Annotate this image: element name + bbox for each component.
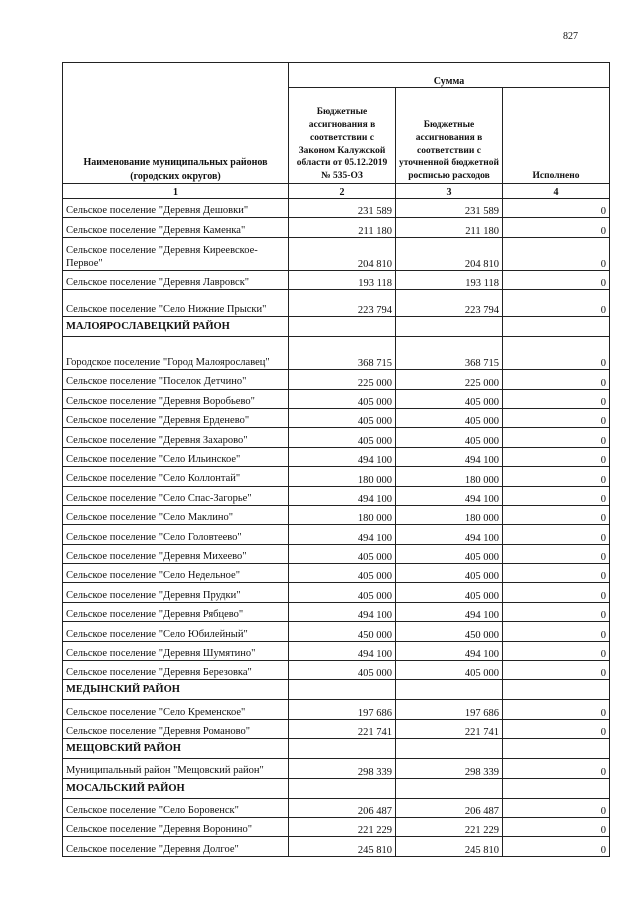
table-row: [63, 564, 610, 583]
executed-amount: 0: [503, 583, 610, 602]
refined-amount: 494 100: [396, 486, 503, 505]
column-index: 3: [396, 184, 503, 199]
budget-amount: 494 100: [289, 447, 396, 466]
table-row: [63, 486, 610, 505]
refined-amount: 223 794: [396, 290, 503, 317]
settlement-name: Сельское поселение "Поселок Детчино": [63, 370, 289, 389]
executed-amount: 0: [503, 218, 610, 237]
settlement-name: Муниципальный район "Мещовский район": [63, 759, 289, 778]
settlement-name: Сельское поселение "Деревня Березовка": [63, 661, 289, 680]
executed-amount: 0: [503, 641, 610, 660]
header-executed-column: Исполнено: [503, 88, 610, 184]
executed-amount: 0: [503, 337, 610, 370]
header-refined-column: Бюджетные ассигнования в соответствии с уточненной бюджетной росписью расходов: [396, 88, 503, 184]
refined-amount: 231 589: [396, 199, 503, 218]
table-row: [63, 505, 610, 524]
settlement-name: Сельское поселение "Село Головтеево": [63, 525, 289, 544]
table-row: [63, 583, 610, 602]
executed-amount: 0: [503, 290, 610, 317]
executed-amount: 0: [503, 700, 610, 719]
refined-amount: 405 000: [396, 564, 503, 583]
district-header-row: [63, 778, 610, 798]
settlement-name: Сельское поселение "Село Кременское": [63, 700, 289, 719]
settlement-name: Сельское поселение "Село Юбилейный": [63, 622, 289, 641]
executed-amount: 0: [503, 370, 610, 389]
budget-amount: 204 810: [289, 237, 396, 270]
empty-cell: [289, 739, 396, 759]
budget-amount: 405 000: [289, 564, 396, 583]
settlement-name: Сельское поселение "Село Спас-Загорье": [63, 486, 289, 505]
district-name: МЕЩОВСКИЙ РАЙОН: [63, 739, 289, 759]
empty-cell: [503, 778, 610, 798]
refined-amount: 221 741: [396, 719, 503, 738]
executed-amount: 0: [503, 505, 610, 524]
refined-amount: 405 000: [396, 408, 503, 427]
refined-amount: 494 100: [396, 641, 503, 660]
settlement-name: Сельское поселение "Деревня Рябцево": [63, 602, 289, 621]
executed-amount: 0: [503, 389, 610, 408]
settlement-name: Сельское поселение "Село Нижние Прыски": [63, 290, 289, 317]
district-header-row: [63, 739, 610, 759]
table-row: [63, 837, 610, 856]
refined-amount: 494 100: [396, 525, 503, 544]
settlement-name: Сельское поселение "Деревня Ерденево": [63, 408, 289, 427]
budget-amount: 225 000: [289, 370, 396, 389]
refined-amount: 197 686: [396, 700, 503, 719]
district-header-row: [63, 680, 610, 700]
district-name: МАЛОЯРОСЛАВЕЦКИЙ РАЙОН: [63, 317, 289, 337]
budget-amount: 494 100: [289, 602, 396, 621]
settlement-name: Городское поселение "Город Малоярославец": [63, 337, 289, 370]
empty-cell: [396, 778, 503, 798]
budget-amount: 221 229: [289, 817, 396, 836]
table-row: [63, 218, 610, 237]
settlement-name: Сельское поселение "Деревня Захарово": [63, 428, 289, 447]
executed-amount: 0: [503, 759, 610, 778]
refined-amount: 298 339: [396, 759, 503, 778]
settlement-name: Сельское поселение "Деревня Лавровск": [63, 270, 289, 289]
settlement-name: Сельское поселение "Село Недельное": [63, 564, 289, 583]
refined-amount: 405 000: [396, 544, 503, 563]
settlement-name: Сельское поселение "Деревня Киреевское-Первое": [63, 237, 289, 270]
budget-amount: 206 487: [289, 798, 396, 817]
table-row: [63, 700, 610, 719]
executed-amount: 0: [503, 486, 610, 505]
header-sum-group: Сумма: [289, 63, 610, 88]
refined-amount: 405 000: [396, 661, 503, 680]
empty-cell: [396, 680, 503, 700]
table-row: [63, 389, 610, 408]
table-row: [63, 759, 610, 778]
budget-amount: 211 180: [289, 218, 396, 237]
budget-amount: 405 000: [289, 389, 396, 408]
empty-cell: [289, 680, 396, 700]
table-row: [63, 817, 610, 836]
budget-table: [62, 62, 610, 857]
executed-amount: 0: [503, 237, 610, 270]
executed-amount: 0: [503, 798, 610, 817]
refined-amount: 204 810: [396, 237, 503, 270]
table-row: [63, 622, 610, 641]
table-row: [63, 544, 610, 563]
settlement-name: Сельское поселение "Деревня Воронино": [63, 817, 289, 836]
table-body: [63, 199, 610, 857]
table-row: [63, 719, 610, 738]
refined-amount: 405 000: [396, 583, 503, 602]
table-row: [63, 428, 610, 447]
table-header: [63, 63, 610, 199]
refined-amount: 211 180: [396, 218, 503, 237]
settlement-name: Сельское поселение "Село Ильинское": [63, 447, 289, 466]
executed-amount: 0: [503, 622, 610, 641]
refined-amount: 245 810: [396, 837, 503, 856]
budget-amount: 197 686: [289, 700, 396, 719]
empty-cell: [396, 739, 503, 759]
refined-amount: 180 000: [396, 505, 503, 524]
header-budget-column: Бюджетные ассигнования в соответствии с Законом Калужской области от 05.12.2019 № 535-ОЗ: [289, 88, 396, 184]
column-index: 4: [503, 184, 610, 199]
budget-amount: 494 100: [289, 641, 396, 660]
budget-amount: 405 000: [289, 428, 396, 447]
executed-amount: 0: [503, 564, 610, 583]
table-row: [63, 525, 610, 544]
executed-amount: 0: [503, 817, 610, 836]
settlement-name: Сельское поселение "Село Маклино": [63, 505, 289, 524]
page-number: 827: [563, 31, 578, 42]
executed-amount: 0: [503, 719, 610, 738]
budget-amount: 405 000: [289, 661, 396, 680]
table-row: [63, 467, 610, 486]
settlement-name: Сельское поселение "Деревня Романово": [63, 719, 289, 738]
settlement-name: Сельское поселение "Село Боровенск": [63, 798, 289, 817]
settlement-name: Сельское поселение "Деревня Прудки": [63, 583, 289, 602]
budget-amount: 405 000: [289, 583, 396, 602]
executed-amount: 0: [503, 270, 610, 289]
settlement-name: Сельское поселение "Деревня Долгое": [63, 837, 289, 856]
settlement-name: Сельское поселение "Деревня Михеево": [63, 544, 289, 563]
empty-cell: [289, 317, 396, 337]
header-name-column: Наименование муниципальных районов (городских округов): [63, 63, 289, 184]
column-index: 1: [63, 184, 289, 199]
executed-amount: 0: [503, 408, 610, 427]
district-name: МЕДЫНСКИЙ РАЙОН: [63, 680, 289, 700]
executed-amount: 0: [503, 837, 610, 856]
column-index: 2: [289, 184, 396, 199]
budget-amount: 368 715: [289, 337, 396, 370]
settlement-name: Сельское поселение "Деревня Каменка": [63, 218, 289, 237]
budget-amount: 180 000: [289, 467, 396, 486]
budget-amount: 494 100: [289, 525, 396, 544]
district-name: МОСАЛЬСКИЙ РАЙОН: [63, 778, 289, 798]
executed-amount: 0: [503, 661, 610, 680]
table-row: [63, 798, 610, 817]
refined-amount: 225 000: [396, 370, 503, 389]
executed-amount: 0: [503, 467, 610, 486]
settlement-name: Сельское поселение "Деревня Дешовки": [63, 199, 289, 218]
executed-amount: 0: [503, 525, 610, 544]
settlement-name: Сельское поселение "Село Коллонтай": [63, 467, 289, 486]
budget-amount: 450 000: [289, 622, 396, 641]
empty-cell: [503, 739, 610, 759]
budget-amount: 180 000: [289, 505, 396, 524]
executed-amount: 0: [503, 428, 610, 447]
table-row: [63, 408, 610, 427]
empty-cell: [396, 317, 503, 337]
budget-amount: 405 000: [289, 408, 396, 427]
executed-amount: 0: [503, 447, 610, 466]
settlement-name: Сельское поселение "Деревня Шумятино": [63, 641, 289, 660]
refined-amount: 494 100: [396, 447, 503, 466]
budget-amount: 245 810: [289, 837, 396, 856]
executed-amount: 0: [503, 602, 610, 621]
table-row: [63, 641, 610, 660]
budget-amount: 231 589: [289, 199, 396, 218]
table-row: [63, 237, 610, 270]
district-header-row: [63, 317, 610, 337]
refined-amount: 494 100: [396, 602, 503, 621]
settlement-name: Сельское поселение "Деревня Воробьево": [63, 389, 289, 408]
table-row: [63, 270, 610, 289]
table-row: [63, 337, 610, 370]
empty-cell: [503, 317, 610, 337]
executed-amount: 0: [503, 199, 610, 218]
refined-amount: 193 118: [396, 270, 503, 289]
refined-amount: 405 000: [396, 389, 503, 408]
budget-amount: 494 100: [289, 486, 396, 505]
table-row: [63, 290, 610, 317]
table-row: [63, 602, 610, 621]
refined-amount: 368 715: [396, 337, 503, 370]
refined-amount: 450 000: [396, 622, 503, 641]
table-row: [63, 447, 610, 466]
budget-amount: 221 741: [289, 719, 396, 738]
refined-amount: 180 000: [396, 467, 503, 486]
executed-amount: 0: [503, 544, 610, 563]
refined-amount: 405 000: [396, 428, 503, 447]
table-row: [63, 661, 610, 680]
budget-amount: 223 794: [289, 290, 396, 317]
refined-amount: 206 487: [396, 798, 503, 817]
budget-amount: 298 339: [289, 759, 396, 778]
table-row: [63, 199, 610, 218]
budget-amount: 405 000: [289, 544, 396, 563]
refined-amount: 221 229: [396, 817, 503, 836]
table-row: [63, 370, 610, 389]
empty-cell: [289, 778, 396, 798]
budget-amount: 193 118: [289, 270, 396, 289]
empty-cell: [503, 680, 610, 700]
